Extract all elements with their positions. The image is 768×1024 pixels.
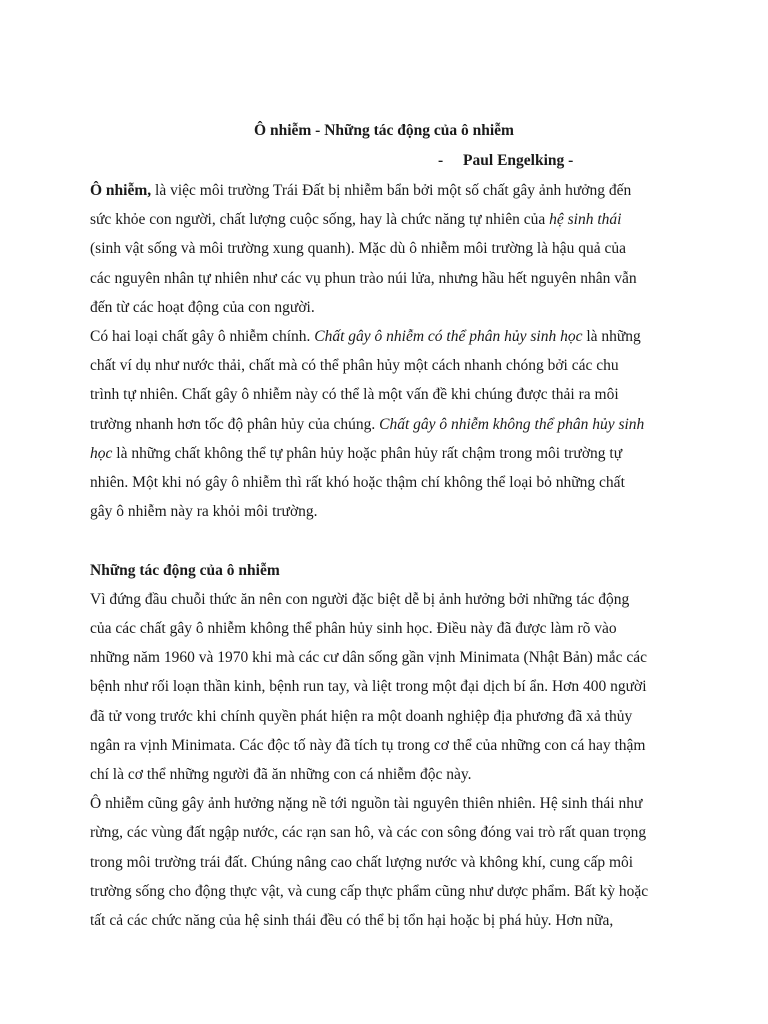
paragraph-line: trong môi trường trái đất. Chúng nâng cao chất lượng nước và không khí, cung cấp môi (90, 853, 634, 871)
term-biodegradable: Chất gây ô nhiễm có thể phân hủy sinh học (314, 328, 583, 346)
paragraph-line: (sinh vật sống và môi trường xung quanh). Mặc dù ô nhiễm môi trường là hậu quả của (90, 240, 626, 258)
paragraph-line: trường sống cho động thực vật, và cung cấp thực phẩm cũng như dược phẩm. Bất kỳ hoặc (90, 882, 649, 900)
paragraph-line: trường nhanh hơn tốc độ phân hủy của chúng. Chất gây ô nhiễm không thể phân hủy sinh (90, 415, 645, 433)
paragraph-line: trình tự nhiên. Chất gây ô nhiễm này có thể là một vấn đề khi chúng được thải ra môi (90, 386, 619, 404)
paragraph-line: chất ví dụ như nước thải, chất mà có thể phân hủy một cách nhanh chóng bởi các chu (90, 357, 619, 375)
term-nonbiodegradable-cont: học (90, 444, 113, 462)
author-line (438, 150, 573, 172)
paragraph-line: đã tử vong trước khi chính quyền phát hiện ra một doanh nghiệp địa phương đã xả thủy (90, 707, 633, 725)
paragraph-line: Vì đứng đầu chuỗi thức ăn nên con người đặc biệt dễ bị ảnh hưởng bởi những tác động (90, 590, 630, 608)
paragraph-line: chí là cơ thể những người đã ăn những con cá nhiễm độc này. (90, 766, 472, 784)
paragraph-line: Có hai loại chất gây ô nhiễm chính. Chất gây ô nhiễm có thể phân hủy sinh học là những (90, 328, 641, 346)
document-title: Ô nhiễm - Những tác động của ô nhiễm (254, 122, 514, 139)
term-pollution: Ô nhiễm, (90, 182, 152, 199)
paragraph-line: nhiên. Một khi nó gây ô nhiễm thì rất khó hoặc thậm chí không thể loại bỏ những chất (90, 474, 625, 492)
paragraph-line: tất cả các chức năng của hệ sinh thái đều có thể bị tổn hại hoặc bị phá hủy. Hơn nữa, (90, 912, 614, 930)
paragraph-line: đến từ các hoạt động của con người. (90, 298, 315, 316)
paragraph-line: Ô nhiễm cũng gây ảnh hưởng nặng nề tới nguồn tài nguyên thiên nhiên. Hệ sinh thái như (90, 795, 643, 813)
section-heading: Những tác động của ô nhiễm (90, 561, 280, 579)
paragraph-line: gây ô nhiễm này ra khỏi môi trường. (90, 503, 318, 521)
paragraph-line: những năm 1960 và 1970 khi mà các cư dân sống gần vịnh Minimata (Nhật Bản) mắc các (90, 649, 647, 667)
paragraph-line: ngân ra vịnh Minimata. Các độc tố này đã tích tụ trong cơ thể của những con cá hay thậm (90, 736, 646, 754)
paragraph-line: rừng, các vùng đất ngập nước, các rạn san hô, và các con sông đóng vai trò rất quan trọng (90, 824, 647, 842)
paragraph-line: bệnh như rối loạn thần kinh, bệnh run tay, và liệt trong một đại dịch bí ẩn. Hơn 400 người (90, 678, 647, 696)
paragraph-spacer (90, 526, 690, 555)
paragraph-line: sức khỏe con người, chất lượng cuộc sống, hay là chức năng tự nhiên của hệ sinh thái (90, 211, 622, 229)
author-dash-right: - (568, 152, 574, 169)
author-dash-left: - (438, 152, 444, 169)
paragraph-line: Ô nhiễm, là việc môi trường Trái Đất bị nhiễm bẩn bởi một số chất gây ảnh hưởng đến (90, 182, 632, 199)
paragraph-line: học là những chất không thể tự phân hủy hoặc phân hủy rất chậm trong môi trường tự (90, 444, 623, 462)
term-ecosystem: hệ sinh thái (549, 211, 622, 229)
document-body (90, 176, 690, 935)
paragraph-line: các nguyên nhân tự nhiên như các vụ phun trào núi lửa, nhưng hầu hết nguyên nhân vẫn (90, 269, 637, 287)
term-nonbiodegradable: Chất gây ô nhiễm không thể phân hủy sinh (379, 415, 645, 433)
author-name: Paul Engelking (463, 152, 565, 169)
paragraph-line: của các chất gây ô nhiễm không thể phân hủy sinh học. Điều này đã được làm rõ vào (90, 620, 617, 638)
